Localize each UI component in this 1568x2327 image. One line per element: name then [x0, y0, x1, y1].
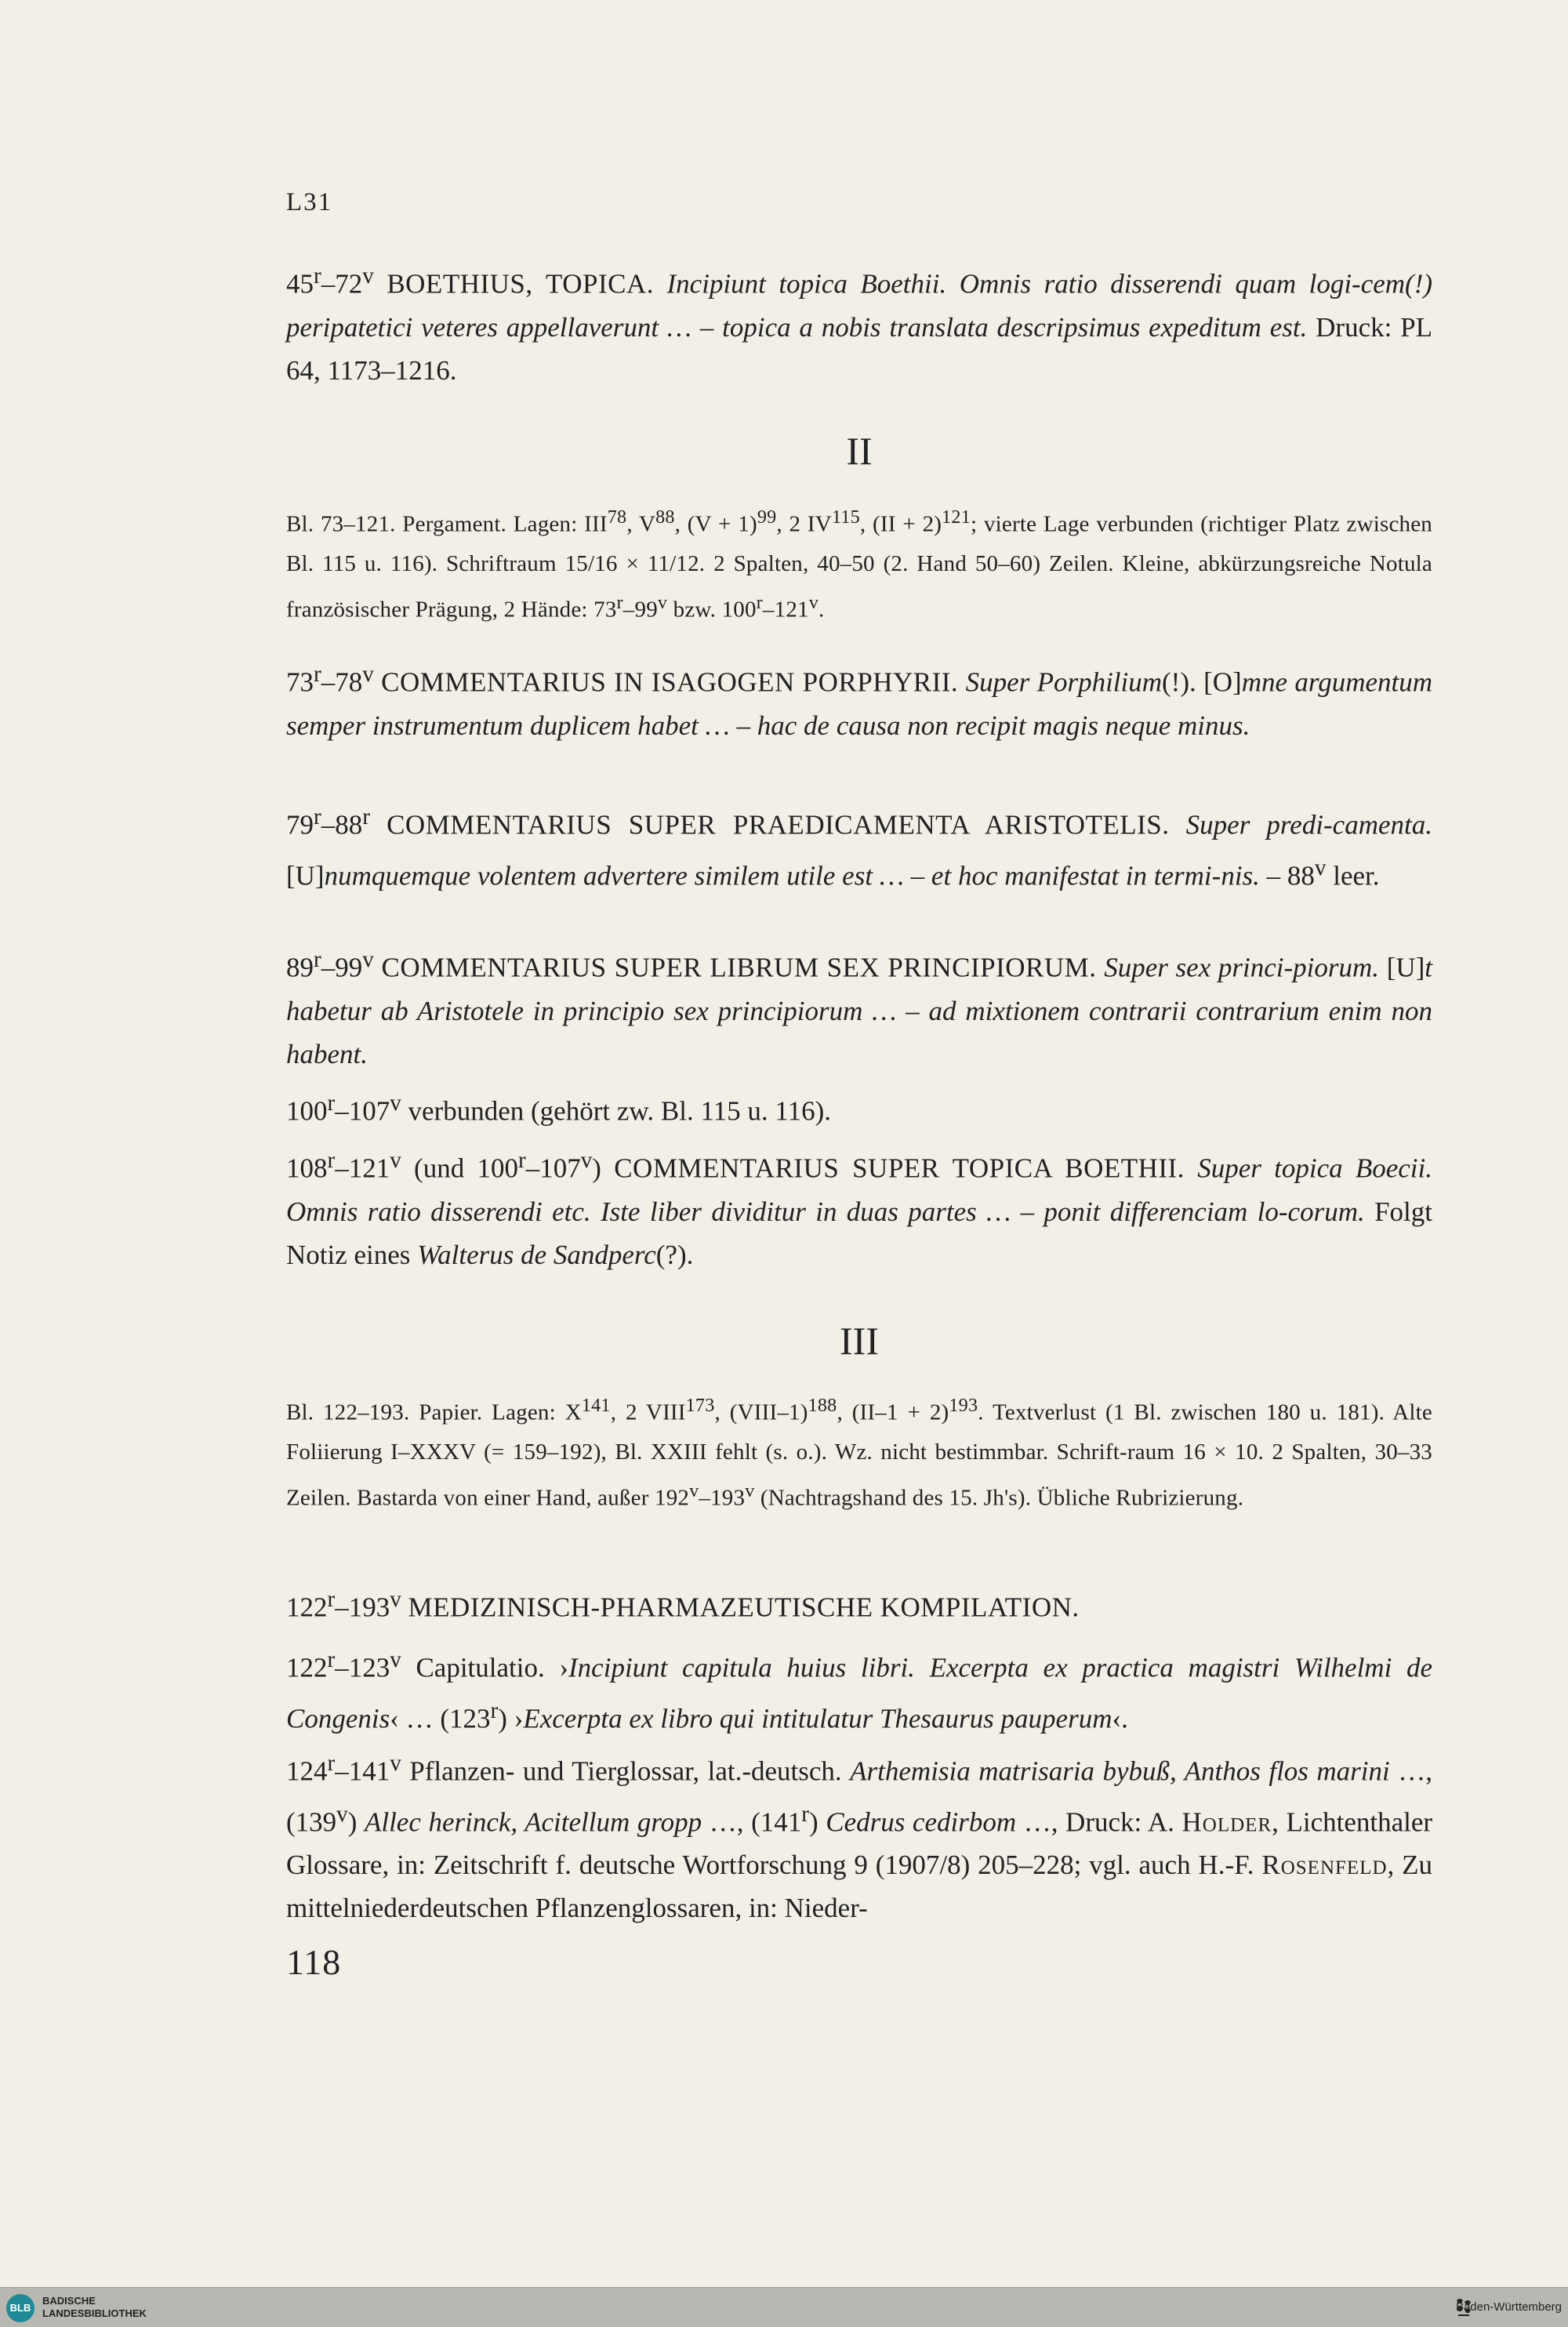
institution-name[interactable]: BADISCHE LANDESBIBLIOTHEK	[42, 2295, 147, 2319]
footer-bar	[0, 2287, 1568, 2327]
entry-title: COMMENTARIUS SUPER PRAEDICAMENTA ARISTOTELIS.	[387, 809, 1170, 840]
entry-glossar: 124$^r$–141$^v$ Pflanzen- und Tierglossar, lat.-deutsch. Arthemisia matrisaria bybuß, Anthos flos marini …, (139$^v$) Allec herinck, Acitellum gropp …, (141$^r$) Cedrus cedirbom …, Druck: A. Holder, Lichtenthaler Glossare, in: Zeitschrift f. deutsche Wortforschung 9 (1907/8) 205–228; vgl. auch H.-F. Rosenfeld, Zu mittelniederdeutschen Pflanzenglossaren, in: Nieder-	[286, 1751, 1433, 1924]
blb-logo-icon[interactable]: BLB	[6, 2294, 34, 2322]
section-iii-description: Bl. 122–193. Papier. Lagen: $X^{141}$, 2 VIII$^{173}$, (VIII–1)$^{188}$, $(II-1 + 2)^{193}$. Textverlust (1 Bl. zwischen 180 u. 181). Alte Foliierung I–XXXV (= 159–192), Bl. XXIII fehlt (s. o.). Wz. nicht bestimmbar. Schrift-raum 16 × 10. 2 Spalten, 30–33 Zeilen. Bastarda von einer Hand, außer 192$^v$–193$^v$ (Nachtragshand des 15. Jh's). Übliche Rubrizierung.	[286, 1395, 1432, 1511]
section-iii-heading: III	[840, 1319, 879, 1363]
entry-title: MEDIZINISCH-PHARMAZEUTISCHE KOMPILATION.	[408, 1592, 1080, 1623]
entry-verbunden: 100$^r$–107$^v$ verbunden (gehört zw. Bl. 115 u. 116).	[286, 1091, 832, 1127]
partner-label[interactable]: Baden-Württemberg	[1455, 2300, 1562, 2314]
entry-title: COMMENTARIUS SUPER LIBRUM SEX PRINCIPIORUM.	[381, 952, 1097, 983]
section-ii-heading: II	[846, 429, 873, 473]
page-number: 118	[286, 1942, 342, 1982]
entry-title: COMMENTARIUS IN ISAGOGEN PORPHYRII.	[381, 666, 959, 698]
entry-praedicamenta: 79$^r$–88$^r$ COMMENTARIUS SUPER PRAEDICAMENTA ARISTOTELIS. Super predi-camenta. [U]numquemque volentem advertere similem utile est … – et hoc manifestat in termi-nis. – 88$^v$ leer.	[286, 804, 1432, 891]
entry-boethius-topica: 45$^r$–72$^v$ BOETHIUS, TOPICA. Incipiunt topica Boethii. Omnis ratio disserendi quam logi-cem(!) peripatetici veteres appellaverunt … – topica a nobis translata descripsimus expeditum est. Druck: PL 64, 1173–1216.	[286, 263, 1433, 386]
entry-capitulatio: 122$^r$–123$^v$ Capitulatio. ›Incipiunt capitula huius libri. Excerpta ex practica magistri Wilhelmi de Congenis‹ … (123$^r$) ›Excerpta ex libro qui intitulatur Thesaurus pauperum‹.	[286, 1647, 1432, 1734]
entry-topica-boethii: 108$^r$–121$^v$ (und 100$^r$–107$^v$) COMMENTARIUS SUPER TOPICA BOETHII. Super topica Boecii. Omnis ratio disserendi etc. Iste liber dividitur in duas partes … – ponit differenciam lo-corum. Folgt Notiz eines Walterus de Sandperc(?).	[286, 1148, 1433, 1270]
entry-sex-principiorum: 89$^r$–99$^v$ COMMENTARIUS SUPER LIBRUM SEX PRINCIPIORUM. Super sex princi-piorum. [U]t habetur ab Aristotele in principio sex principiorum … – ad mixtionem contrarii contrarium enim non habent.	[286, 947, 1433, 1069]
entry-title: BOETHIUS, TOPICA.	[387, 268, 655, 299]
section-ii-description: Bl. 73–121. Pergament. Lagen: III$^{78}$, $V^{88}$, $(V + 1)^{99}$, 2 IV$^{115}$, (II + 2)$^{121}$; vierte Lage verbunden (richtiger Platz zwischen Bl. 115 u. 116). Schriftraum 15/16 × 11/12. 2 Spalten, 40–50 (2. Hand 50–60) Zeilen. Kleine, abkürzungsreiche Notula französischer Prägung, 2 Hände: 73$^r$–99$^v$ bzw. 100$^r$–121$^v$.	[286, 506, 1433, 623]
entry-edition: Druck: PL 64, 1173–1216.	[286, 311, 1432, 386]
entry-isagoge: 73$^r$–78$^v$ COMMENTARIUS IN ISAGOGEN PORPHYRII. Super Porphilium(!). [O]mne argumentum semper instrumentum duplicem habet … – hac de causa non recipit magis neque minus.	[286, 662, 1433, 741]
entry-incipit: Incipiunt topica Boethii. Omnis ratio disserendi quam logi-cem(!) peripatetici veteres appellaverunt … – topica a nobis translata descripsimus expeditum est.	[286, 268, 1433, 343]
entry-title: COMMENTARIUS SUPER TOPICA BOETHII.	[614, 1153, 1185, 1184]
shelfmark: L31	[286, 188, 333, 216]
entry-kompilation: 122$^r$–193$^v$ MEDIZINISCH-PHARMAZEUTISCHE KOMPILATION.	[286, 1587, 1080, 1623]
